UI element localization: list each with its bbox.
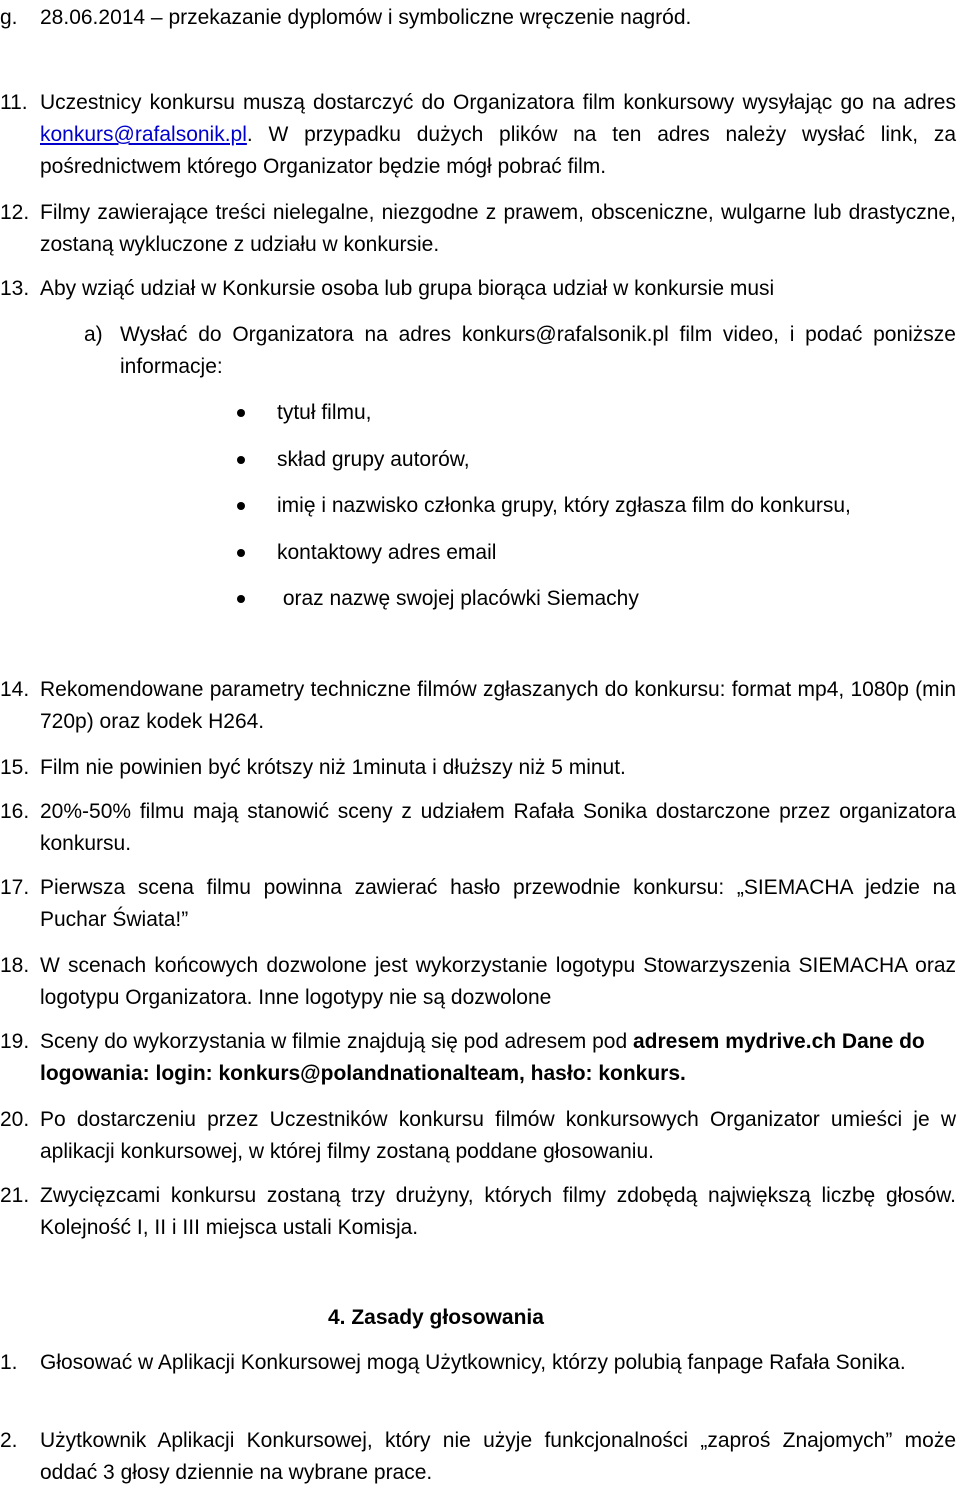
list-item-14 bbox=[0, 674, 956, 738]
list-item-11 bbox=[0, 87, 956, 183]
item-text bbox=[40, 1026, 956, 1090]
item-number: 19. bbox=[0, 1030, 30, 1053]
item-number: g. bbox=[0, 6, 18, 29]
item-text-part: Sceny do wykorzystania w filmie znajdują się pod adresem pod bbox=[40, 1030, 633, 1053]
bullet-text: oraz nazwę swojej placówki Siemachy bbox=[277, 587, 639, 611]
item-number: 13. bbox=[0, 277, 30, 300]
bullet-dot-icon bbox=[237, 549, 245, 557]
item-number: 18. bbox=[0, 954, 30, 977]
item-text: 20%-50% filmu mają stanowić sceny z udziałem Rafała Sonika dostarczone przez organizatora konkursu. bbox=[40, 800, 956, 855]
bullet-text: skład grupy autorów, bbox=[277, 447, 470, 471]
info-bullet-list bbox=[0, 397, 956, 630]
email-link[interactable]: konkurs@rafalsonik.pl bbox=[40, 123, 247, 146]
bullet-item bbox=[0, 490, 956, 537]
voting-rule-item bbox=[0, 1425, 956, 1489]
bullet-text: kontaktowy adres email bbox=[277, 540, 497, 564]
item-text bbox=[40, 87, 956, 183]
bullet-item bbox=[0, 444, 956, 491]
item-number: 17. bbox=[0, 876, 30, 899]
bullet-text: tytuł filmu, bbox=[277, 401, 372, 424]
list-item-12 bbox=[0, 197, 956, 261]
sub-item-a bbox=[84, 319, 956, 383]
bullet-dot-icon bbox=[237, 409, 245, 417]
item-text: Pierwsza scena filmu powinna zawierać hasło przewodnie konkursu: „SIEMACHA jedzie na Puchar Świata!” bbox=[40, 876, 956, 931]
bullet-dot-icon bbox=[237, 456, 245, 464]
item-number: 16. bbox=[0, 800, 30, 823]
item-text: Użytkownik Aplikacji Konkursowej, który nie użyje funkcjonalności „zaproś Znajomych” może oddać 3 głosy dziennie na wybrane prace. bbox=[40, 1429, 956, 1484]
item-number: 11. bbox=[0, 91, 28, 114]
bullet-item bbox=[0, 537, 956, 584]
list-item-21 bbox=[0, 1180, 956, 1244]
item-number: 15. bbox=[0, 756, 30, 779]
item-text: Filmy zawierające treści nielegalne, niezgodne z prawem, obsceniczne, wulgarne lub drastyczne, zostaną wykluczone z udziału w konkursie. bbox=[40, 201, 956, 256]
sub-item-text: Wysłać do Organizatora na adres konkurs@rafalsonik.pl film video, i podać poniższe informacje: bbox=[120, 323, 956, 378]
item-number: 14. bbox=[0, 678, 30, 701]
item-text: W scenach końcowych dozwolone jest wykorzystanie logotypu Stowarzyszenia SIEMACHA oraz logotypu Organizatora. Inne logotypy nie są dozwolone bbox=[40, 954, 956, 1009]
bullet-item bbox=[0, 583, 956, 630]
voting-rule-item bbox=[0, 1347, 956, 1379]
section-heading: 4. Zasady głosowania bbox=[328, 1306, 544, 1329]
list-item-18 bbox=[0, 950, 956, 1014]
list-item-15 bbox=[0, 752, 956, 784]
item-text-part: Uczestnicy konkursu muszą dostarczyć do Organizatora film konkursowy wysyłając go na adres bbox=[40, 91, 956, 114]
list-item-13 bbox=[0, 273, 956, 305]
list-item-20 bbox=[0, 1104, 956, 1168]
item-number: 2. bbox=[0, 1429, 18, 1452]
item-text: Po dostarczeniu przez Uczestników konkursu filmów konkursowych Organizator umieści je w aplikacji konkursowej, w której filmy zostaną poddane głosowaniu. bbox=[40, 1108, 956, 1163]
bullet-dot-icon bbox=[237, 595, 245, 603]
item-text: Zwycięzcami konkursu zostaną trzy drużyny, których filmy zdobędą największą liczbę głosów. Kolejność I, II i III miejsca ustali Komisja. bbox=[40, 1184, 956, 1239]
sub-item-label: a) bbox=[84, 323, 103, 346]
list-item-g bbox=[0, 2, 956, 34]
login-details: adresem mydrive.ch Dane do logowania: login: konkurs@polandnationalteam, hasło: konkurs. bbox=[40, 1030, 925, 1085]
item-text: Aby wziąć udział w Konkursie osoba lub grupa biorąca udział w konkursie musi bbox=[40, 277, 775, 300]
item-text: Głosować w Aplikacji Konkursowej mogą Użytkownicy, którzy polubią fanpage Rafała Sonika. bbox=[40, 1351, 906, 1374]
item-number: 21. bbox=[0, 1184, 30, 1207]
item-text: 28.06.2014 – przekazanie dyplomów i symboliczne wręczenie nagród. bbox=[40, 6, 692, 29]
list-item-16 bbox=[0, 796, 956, 860]
item-text-part: . W przypadku dużych plików na ten adres należy wysłać link, za pośrednictwem którego Organizator będzie mógł pobrać film. bbox=[40, 123, 956, 178]
item-text: Rekomendowane parametry techniczne filmów zgłaszanych do konkursu: format mp4, 1080p (min 720p) oraz kodek H264. bbox=[40, 678, 956, 733]
item-text: Film nie powinien być krótszy niż 1minuta i dłuższy niż 5 minut. bbox=[40, 756, 626, 779]
item-number: 1. bbox=[0, 1351, 18, 1374]
item-number: 20. bbox=[0, 1108, 30, 1131]
bullet-item bbox=[0, 397, 956, 444]
list-item-19 bbox=[0, 1026, 956, 1090]
bullet-text: imię i nazwisko członka grupy, który zgłasza film do konkursu, bbox=[277, 494, 851, 518]
bullet-dot-icon bbox=[237, 502, 245, 510]
item-number: 12. bbox=[0, 201, 30, 224]
list-item-17 bbox=[0, 872, 956, 936]
